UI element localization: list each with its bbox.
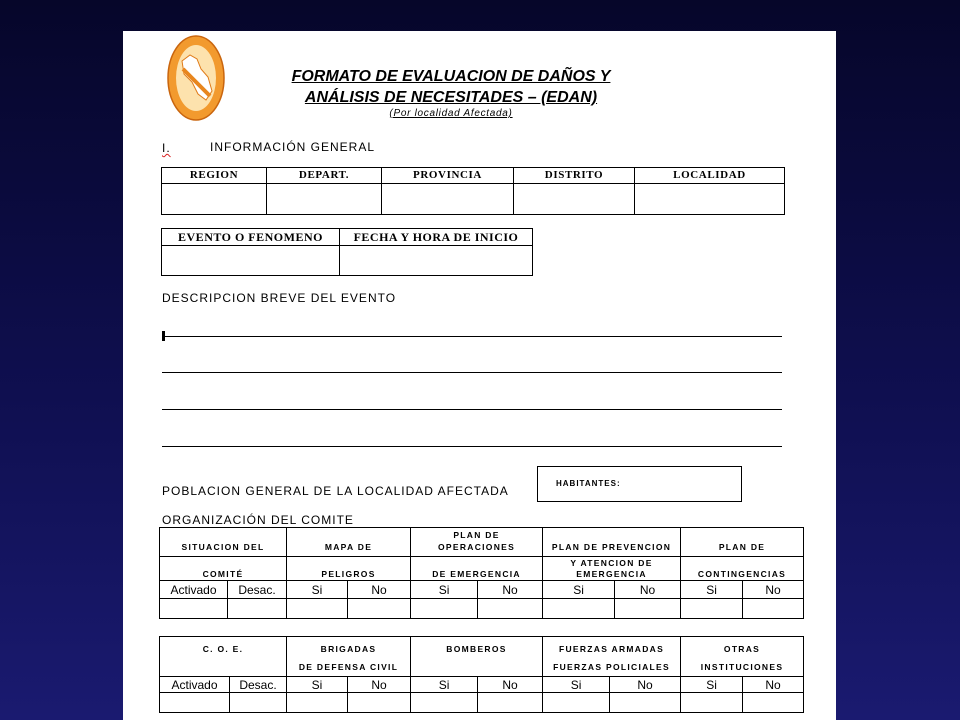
event-table (161, 228, 533, 276)
form-title-line-1: FORMATO DE EVALUACION DE DAÑOS Y (291, 68, 611, 85)
answer-cell (543, 599, 615, 619)
header-line: CONTINGENCIAS (697, 569, 787, 579)
option-yes: Si (287, 581, 348, 599)
firefighters-header (411, 637, 543, 677)
option-deactivated: Desac. (230, 677, 287, 693)
header-line: COMITÉ (202, 569, 244, 579)
option-deactivated: Desac. (228, 581, 287, 599)
committee-table (159, 527, 804, 619)
population-label: POBLACION GENERAL DE LA LOCALIDAD AFECTADA (162, 484, 509, 498)
table-row (162, 246, 533, 276)
district-value-cell (514, 184, 635, 215)
answer-cell (411, 599, 478, 619)
table-row (160, 599, 804, 619)
hazard-map-header (287, 528, 411, 557)
header-line: MAPA DE (324, 542, 373, 552)
description-line (162, 446, 782, 447)
inhabitants-box (537, 466, 742, 502)
column-header-department: DEPART. (267, 168, 382, 184)
header-line: OTRAS (723, 644, 761, 654)
description-line (162, 336, 782, 337)
option-yes: Si (411, 581, 478, 599)
option-yes: Si (543, 677, 610, 693)
header-line: PLAN DE (718, 542, 766, 552)
header-line: BOMBEROS (446, 644, 507, 654)
table-header-row (160, 637, 804, 677)
header-line: INSTITUCIONES (700, 662, 784, 672)
answer-cell (681, 599, 743, 619)
answer-cell (743, 693, 804, 713)
institutions-table (159, 636, 804, 713)
answer-cell (615, 599, 681, 619)
option-no: No (348, 581, 411, 599)
header-line: C. O. E. (202, 644, 244, 654)
header-line: EMERGENCIA (576, 569, 647, 579)
form-title-line-2: ANÁLISIS DE NECESITADES – (EDAN) (304, 89, 598, 106)
option-no: No (610, 677, 681, 693)
option-yes: Si (681, 677, 743, 693)
table-row (160, 693, 804, 713)
answer-cell (228, 599, 287, 619)
header-line: PLAN DE (453, 530, 500, 540)
table-header-row (160, 528, 804, 557)
answer-cell (543, 693, 610, 713)
option-yes: Si (681, 581, 743, 599)
option-yes: Si (543, 581, 615, 599)
province-value-cell (382, 184, 514, 215)
answer-cell (743, 599, 804, 619)
region-value-cell (162, 184, 267, 215)
answer-cell (478, 599, 543, 619)
coe-header (160, 637, 287, 677)
option-no: No (478, 677, 543, 693)
header-line: BRIGADAS (320, 644, 377, 654)
option-no: No (743, 677, 804, 693)
description-label: DESCRIPCION BREVE DEL EVENTO (162, 291, 397, 305)
option-no: No (348, 677, 411, 693)
answer-cell (681, 693, 743, 713)
option-yes: Si (411, 677, 478, 693)
brigades-header (287, 637, 411, 677)
column-header-start-datetime: FECHA Y HORA DE INICIO (340, 229, 533, 246)
section-number: I. (162, 141, 171, 155)
committee-status-header (160, 528, 287, 557)
option-activated: Activado (160, 581, 228, 599)
inhabitants-label: HABITANTES: (556, 479, 621, 488)
option-no: No (615, 581, 681, 599)
answer-cell (230, 693, 287, 713)
document-page (123, 31, 836, 720)
column-header-region: REGION (162, 168, 267, 184)
contingency-plan-subheader (681, 557, 804, 581)
answer-cell (610, 693, 681, 713)
contingency-plan-header (681, 528, 804, 557)
section-title: INFORMACIÓN GENERAL (210, 140, 376, 154)
department-value-cell (267, 184, 382, 215)
header-line: DE DEFENSA CIVIL (298, 662, 399, 672)
committee-label: ORGANIZACIÓN DEL COMITE (162, 513, 354, 527)
answer-cell (160, 693, 230, 713)
answer-cell (348, 599, 411, 619)
options-row (160, 677, 804, 693)
table-header-row (162, 229, 533, 246)
prevention-plan-subheader (543, 557, 681, 581)
form-subtitle: (Por localidad Afectada) (389, 108, 513, 119)
header-line: Y ATENCION DE (570, 558, 653, 568)
column-header-locality: LOCALIDAD (635, 168, 785, 184)
locality-value-cell (635, 184, 785, 215)
header-line: DE EMERGENCIA (432, 569, 521, 579)
location-table (161, 167, 785, 215)
header-line: OPERACIONES (437, 542, 516, 552)
option-no: No (743, 581, 804, 599)
other-institutions-header (681, 637, 804, 677)
armed-forces-header (543, 637, 681, 677)
hazard-map-subheader (287, 557, 411, 581)
answer-cell (411, 693, 478, 713)
header-line: PELIGROS (321, 569, 376, 579)
event-value-cell (162, 246, 340, 276)
emblem-logo-icon (166, 34, 226, 122)
header-line: FUERZAS ARMADAS (558, 644, 665, 654)
committee-status-subheader (160, 557, 287, 581)
answer-cell (160, 599, 228, 619)
column-header-district: DISTRITO (514, 168, 635, 184)
options-row (160, 581, 804, 599)
prevention-plan-header (543, 528, 681, 557)
description-line (162, 409, 782, 410)
start-datetime-value-cell (340, 246, 533, 276)
table-row (162, 184, 785, 215)
header-line: PLAN DE PREVENCION (551, 542, 672, 552)
header-line: FUERZAS POLICIALES (553, 662, 670, 672)
option-yes: Si (287, 677, 348, 693)
operations-plan-header (411, 528, 543, 557)
operations-plan-subheader (411, 557, 543, 581)
description-line (162, 372, 782, 373)
option-activated: Activado (160, 677, 230, 693)
answer-cell (348, 693, 411, 713)
table-header-row (162, 168, 785, 184)
header-line: SITUACION DEL (181, 542, 265, 552)
column-header-province: PROVINCIA (382, 168, 514, 184)
answer-cell (287, 693, 348, 713)
table-header-row (160, 557, 804, 581)
option-no: No (478, 581, 543, 599)
answer-cell (478, 693, 543, 713)
column-header-event: EVENTO O FENOMENO (162, 229, 340, 246)
answer-cell (287, 599, 348, 619)
